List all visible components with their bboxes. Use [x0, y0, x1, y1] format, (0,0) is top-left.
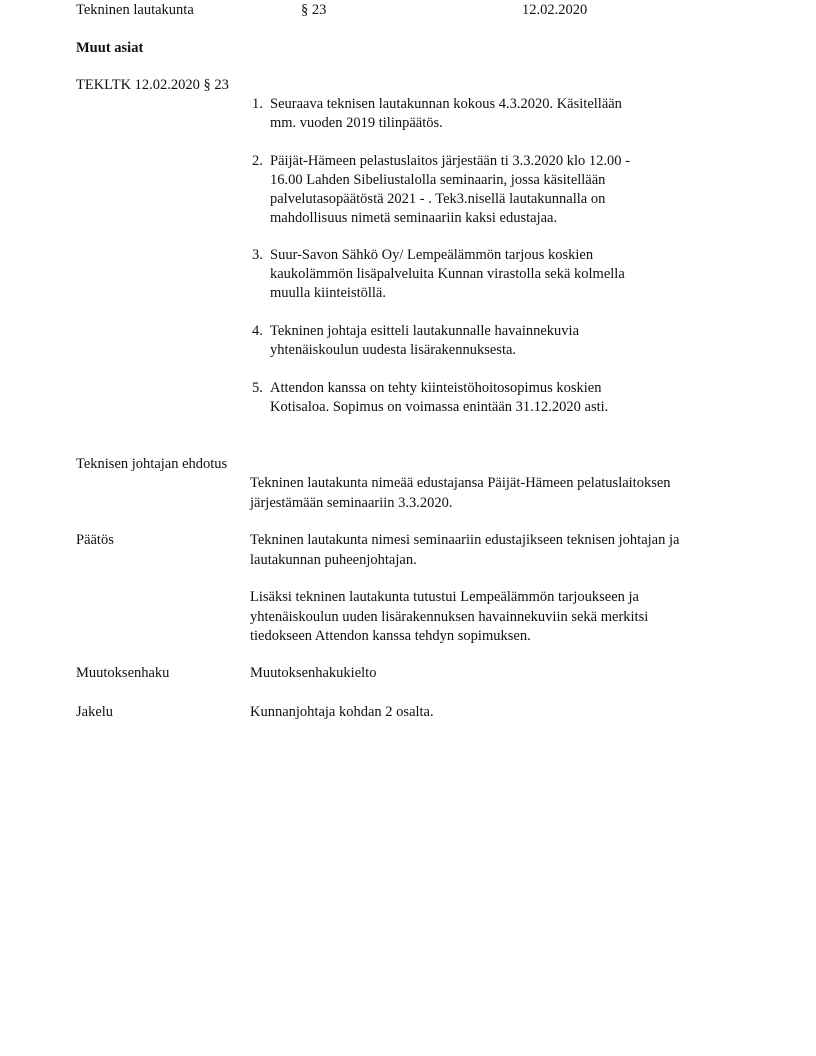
item-line: Kotisaloa. Sopimus on voimassa enintään 31.12.2020 asti.: [270, 399, 609, 415]
item-line: mm. vuoden 2019 tilinpäätös.: [270, 115, 443, 131]
reference: TEKLTK 12.02.2020 § 23: [76, 77, 229, 93]
decision-line: yhtenäiskoulun uuden lisärakennuksen havainnekuviin sekä merkitsi: [250, 608, 649, 625]
decision-line: Lisäksi tekninen lautakunta tutustui Lempeälämmön tarjoukseen ja: [250, 589, 639, 605]
item-line: Attendon kanssa on tehty kiinteistöhoitosopimus koskien: [270, 380, 602, 396]
item-number: 3.: [252, 247, 263, 263]
item-line: Tekninen johtaja esitteli lautakunnalle havainnekuvia: [270, 323, 580, 339]
item-line: Suur-Savon Sähkö Oy/ Lempeälämmön tarjous koskien: [270, 247, 594, 263]
header-section: § 23: [301, 2, 327, 18]
decision-line: lautakunnan puheenjohtajan.: [250, 551, 417, 568]
decision-line: tiedokseen Attendon kanssa tehdyn sopimuksen.: [250, 628, 531, 644]
item-line: palvelutasopäätöstä 2021 - . Tek3.nisellä lautakunnalla on: [270, 191, 606, 207]
distribution-label: Jakelu: [76, 704, 114, 720]
item-line: yhtenäiskoulun uudesta lisärakennuksesta.: [270, 342, 517, 358]
decision-paragraph-1: [250, 531, 679, 570]
header-committee: Tekninen lautakunta: [76, 2, 194, 18]
item-number: 4.: [252, 323, 263, 339]
item-text: [270, 322, 579, 360]
proposal-line: Tekninen lautakunta nimeää edustajansa Päijät-Hämeen pelatuslaitoksen: [250, 475, 671, 491]
item-number: 5.: [252, 380, 263, 396]
proposal-label: Teknisen johtajan ehdotus: [76, 456, 228, 472]
item-line: muulla kiinteistöllä.: [270, 285, 386, 301]
item-number: 2.: [252, 153, 263, 169]
item-line: Seuraava teknisen lautakunnan kokous 4.3.2020. Käsitellään: [270, 96, 622, 112]
page-title: Muut asiat: [76, 40, 144, 56]
proposal-line: järjestämään seminaariin 3.3.2020.: [250, 494, 453, 511]
item-text: [270, 379, 608, 417]
decision-line: Tekninen lautakunta nimesi seminaariin edustajikseen teknisen johtajan ja: [250, 532, 680, 548]
header-date: 12.02.2020: [522, 2, 588, 18]
item-line: kaukolämmön lisäpalveluita Kunnan virastolla sekä kolmella: [270, 266, 625, 282]
appeal-value: Muutoksenhakukielto: [250, 665, 377, 681]
item-line: 16.00 Lahden Sibeliustalolla seminaarin, jossa käsitellään: [270, 172, 606, 188]
item-number: 1.: [252, 96, 263, 112]
item-line: Päijät-Hämeen pelastuslaitos järjestään ti 3.3.2020 klo 12.00 -: [270, 153, 631, 169]
item-line: mahdollisuus nimetä seminaariin kaksi edustajaa.: [270, 210, 558, 226]
appeal-label: Muutoksenhaku: [76, 665, 170, 681]
distribution-value: Kunnanjohtaja kohdan 2 osalta.: [250, 704, 434, 720]
proposal-text: [250, 474, 671, 513]
decision-label: Päätös: [76, 532, 114, 548]
item-text: [270, 152, 630, 228]
item-text: [270, 246, 625, 303]
decision-paragraph-2: [250, 588, 648, 647]
item-text: [270, 95, 622, 133]
